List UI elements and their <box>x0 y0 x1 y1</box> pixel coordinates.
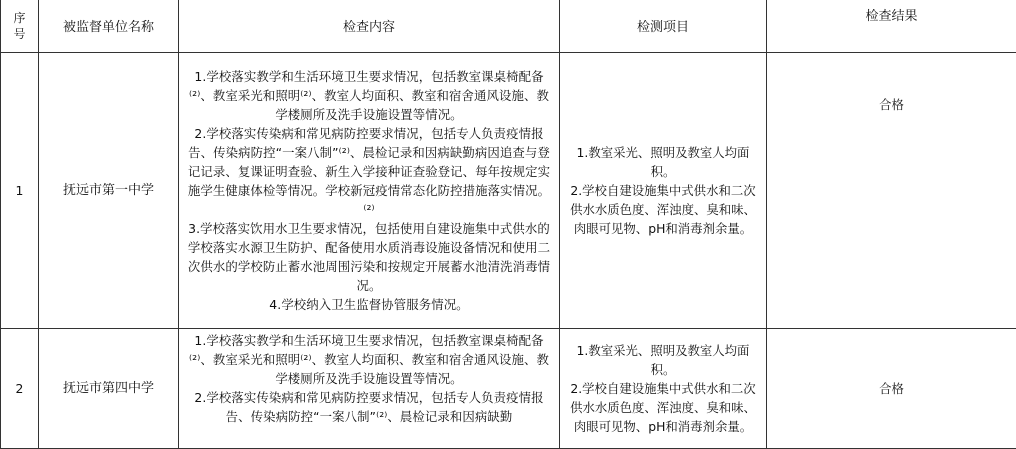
content-item: 1.学校落实教学和生活环境卫生要求情况，包括教室课桌椅配备⁽²⁾、教室采光和照明⁽²⁾、教室人均面积、教室和宿舍通风设施、教学楼厕所及洗手设施设置等情况。 <box>183 331 555 388</box>
row-no: 1 <box>1 53 39 329</box>
header-unit: 被监督单位名称 <box>39 0 179 53</box>
row-no: 2 <box>1 329 39 449</box>
row-unit: 抚远市第四中学 <box>39 329 179 449</box>
table-row <box>1 53 1016 329</box>
test-item: 1.教室采光、照明及教室人均面积。 <box>566 341 760 379</box>
test-item: 2.学校自建设施集中式供水和二次供水水质色度、浑浊度、臭和味、肉眼可见物、pH和消毒剂余量。 <box>566 379 760 436</box>
content-item: 2.学校落实传染病和常见病防控要求情况，包括专人负责疫情报告、传染病防控“一案八制”⁽²⁾、晨检记录和因病缺勤病因追查与登记记录、复课证明查验、新生入学接种证查验登记、每年按规定实施学生健康体检等情况。学校新冠疫情常态化防控措施落实情况。⁽²⁾ <box>183 124 555 219</box>
content-item: 1.学校落实教学和生活环境卫生要求情况，包括教室课桌椅配备⁽²⁾、教室采光和照明⁽²⁾、教室人均面积、教室和宿舍通风设施、教学楼厕所及洗手设施设置等情况。 <box>183 67 555 124</box>
header-row <box>1 0 1016 53</box>
row-unit: 抚远市第一中学 <box>39 53 179 329</box>
test-item: 2.学校自建设施集中式供水和二次供水水质色度、浑浊度、臭和味、肉眼可见物、pH和消毒剂余量。 <box>566 181 760 238</box>
header-items: 检测项目 <box>560 0 767 53</box>
content-item: 3.学校落实饮用水卫生要求情况，包括使用自建设施集中式供水的学校落实水源卫生防护、配备使用水质消毒设施设备情况和使用二次供水的学校防止蓄水池周围污染和按规定开展蓄水池清洗消毒情况。 <box>183 219 555 295</box>
row-content <box>179 53 560 329</box>
header-content: 检查内容 <box>179 0 560 53</box>
row-result: 合格 <box>767 329 1016 449</box>
content-item: 4.学校纳入卫生监督协管服务情况。 <box>183 295 555 314</box>
header-result: 检查结果 <box>767 0 1016 53</box>
header-no: 序号 <box>1 0 39 53</box>
row-items <box>560 53 767 329</box>
content-item: 2.学校落实传染病和常见病防控要求情况，包括专人负责疫情报告、传染病防控“一案八制”⁽²⁾、晨检记录和因病缺勤 <box>183 388 555 426</box>
test-item: 1.教室采光、照明及教室人均面积。 <box>566 143 760 181</box>
row-result: 合格 <box>767 53 1016 329</box>
